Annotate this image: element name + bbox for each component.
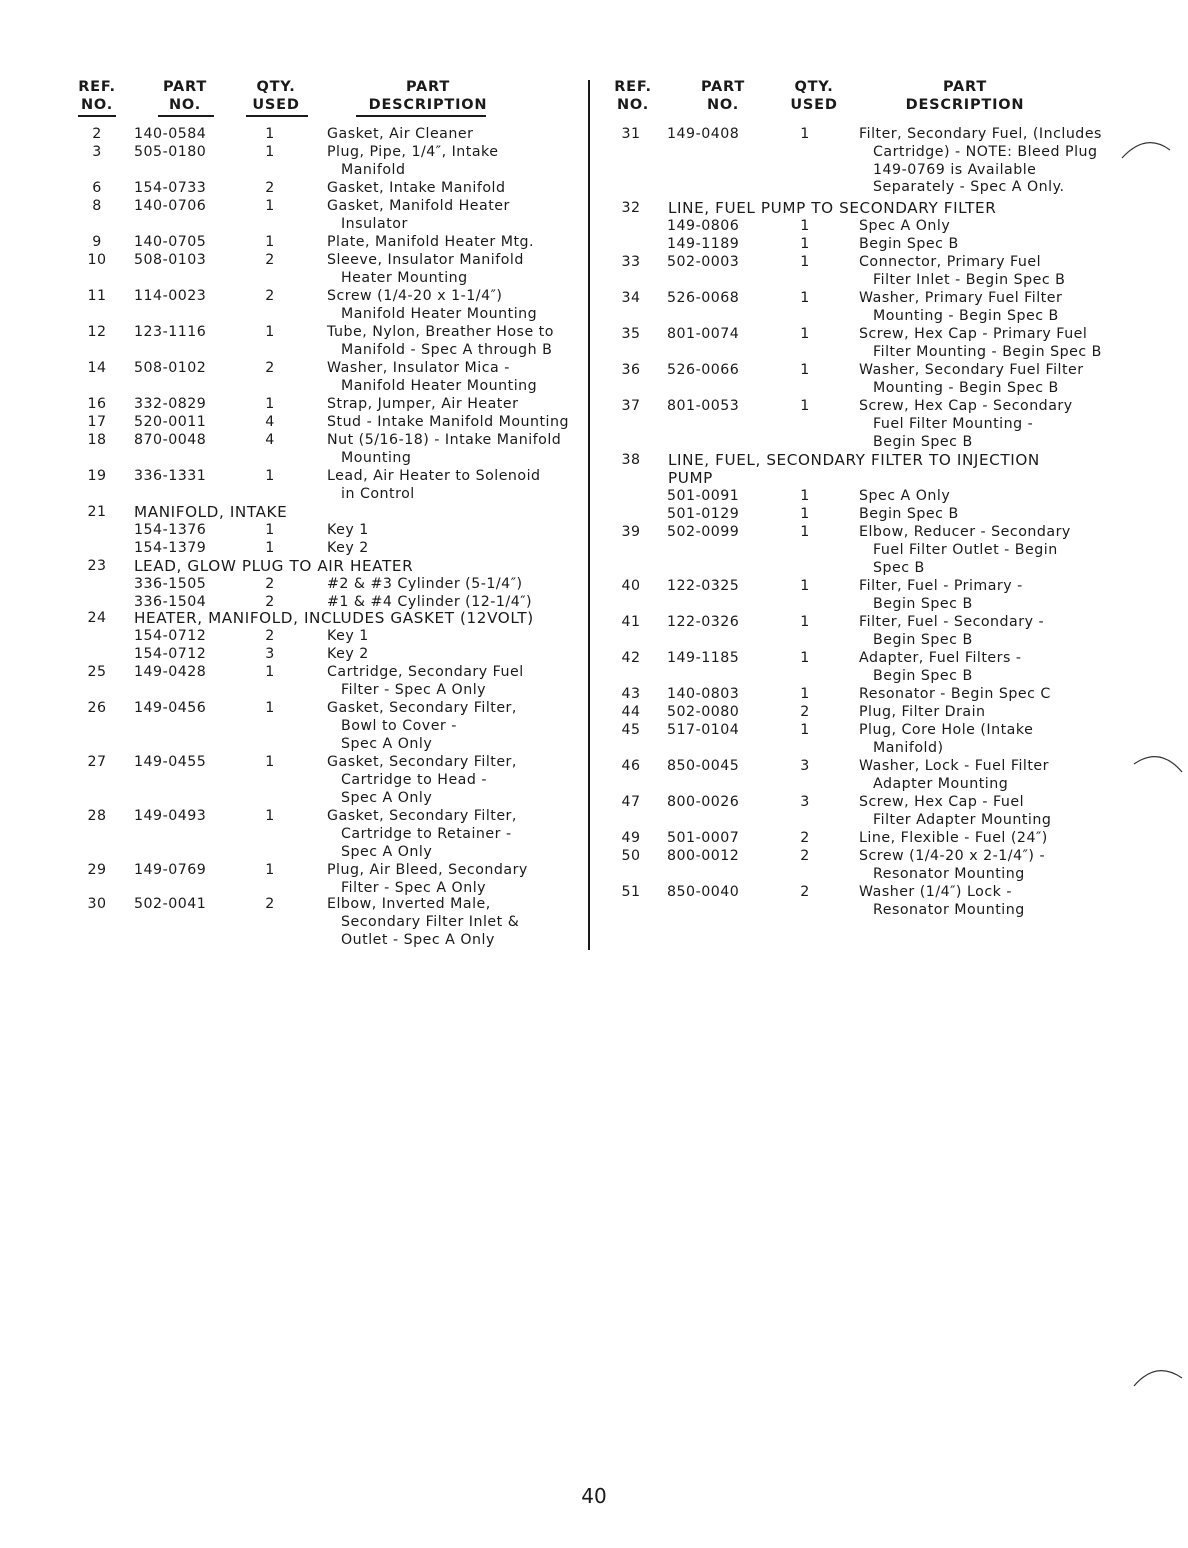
part-description-header: PART DESCRIPTION [905, 79, 1025, 113]
part-description: Plug, Core Hole (Intake Manifold) [859, 722, 1034, 756]
quantity-used: 1 [800, 722, 810, 738]
ref-number: 10 [87, 252, 107, 268]
ref-number: 43 [621, 686, 641, 702]
part-number: 526-0066 [667, 362, 740, 378]
right-parts-column [612, 78, 1132, 920]
part-number: 154-0712 [134, 628, 207, 644]
ref-number: 26 [87, 700, 107, 716]
part-number: 332-0829 [134, 396, 207, 412]
part-number: 520-0011 [134, 414, 207, 430]
ref-number: 38 [621, 452, 641, 468]
quantity-used: 1 [800, 614, 810, 630]
quantity-used: 4 [265, 414, 275, 430]
ref-number: 6 [92, 180, 102, 196]
quantity-used: 1 [265, 396, 275, 412]
ref-number: 28 [87, 808, 107, 824]
quantity-used: 1 [265, 468, 275, 484]
ref-number: 14 [87, 360, 107, 376]
part-description: Tube, Nylon, Breather Hose to Manifold - Spec A through B [327, 324, 554, 358]
ref-number: 50 [621, 848, 641, 864]
part-number: 149-0456 [134, 700, 207, 716]
part-number: 850-0040 [667, 884, 740, 900]
part-description: Gasket, Secondary Filter, Bowl to Cover - Spec A Only [327, 700, 517, 752]
assembly-heading: LEAD, GLOW PLUG TO AIR HEATER [134, 557, 414, 575]
quantity-used: 2 [265, 576, 275, 592]
part-description-header: PART DESCRIPTION [368, 79, 488, 113]
part-description: Screw, Hex Cap - Fuel Filter Adapter Mounting [859, 794, 1052, 828]
part-number: 517-0104 [667, 722, 740, 738]
quantity-used: 2 [265, 360, 275, 376]
binder-hole-arc [1130, 1358, 1186, 1394]
quantity-used: 2 [800, 884, 810, 900]
part-description: Key 1 [327, 522, 369, 538]
part-number: 154-1376 [134, 522, 207, 538]
part-description: Washer (1/4″) Lock - Resonator Mounting [859, 884, 1025, 918]
part-description: Plate, Manifold Heater Mtg. [327, 234, 535, 250]
part-description: Gasket, Intake Manifold [327, 180, 506, 196]
part-description: Plug, Pipe, 1/4″, Intake Manifold [327, 144, 499, 178]
part-number: 149-0806 [667, 218, 740, 234]
part-number: 502-0099 [667, 524, 740, 540]
ref-number: 47 [621, 794, 641, 810]
quantity-used: 2 [265, 896, 275, 912]
quantity-used: 4 [265, 432, 275, 448]
ref-number: 9 [92, 234, 102, 250]
part-number: 850-0045 [667, 758, 740, 774]
ref-number: 3 [92, 144, 102, 160]
part-number: 801-0074 [667, 326, 740, 342]
ref-number: 34 [621, 290, 641, 306]
quantity-used: 1 [800, 686, 810, 702]
part-no-header: PART NO. [700, 79, 746, 113]
part-description: Resonator - Begin Spec C [859, 686, 1051, 702]
binder-hole-arc [1130, 744, 1186, 780]
quantity-used: 1 [265, 144, 275, 160]
left-parts-rows [78, 126, 588, 950]
assembly-heading: LINE, FUEL, SECONDARY FILTER TO INJECTION PUMP [668, 451, 1040, 487]
part-description: Plug, Filter Drain [859, 704, 986, 720]
binder-hole-arc [1118, 128, 1174, 164]
part-number: 122-0326 [667, 614, 740, 630]
part-number: 501-0007 [667, 830, 740, 846]
part-description: Key 2 [327, 646, 369, 662]
ref-number: 11 [87, 288, 107, 304]
quantity-used: 1 [800, 218, 810, 234]
part-no-header: PART NO. [162, 79, 208, 113]
ref-number: 23 [87, 558, 107, 574]
part-description: Plug, Air Bleed, Secondary Filter - Spec A Only [327, 862, 528, 896]
part-number: 140-0803 [667, 686, 740, 702]
part-number: 870-0048 [134, 432, 207, 448]
part-description: Adapter, Fuel Filters - Begin Spec B [859, 650, 1022, 684]
ref-number: 40 [621, 578, 641, 594]
quantity-used: 2 [265, 628, 275, 644]
ref-number: 18 [87, 432, 107, 448]
ref-number: 2 [92, 126, 102, 142]
part-number: 140-0705 [134, 234, 207, 250]
part-number: 336-1331 [134, 468, 207, 484]
quantity-used: 1 [800, 506, 810, 522]
part-number: 149-0493 [134, 808, 207, 824]
part-number: 123-1116 [134, 324, 207, 340]
part-description: Sleeve, Insulator Manifold Heater Mounting [327, 252, 524, 286]
part-description: Washer, Secondary Fuel Filter Mounting - Begin Spec B [859, 362, 1084, 396]
quantity-used: 1 [265, 664, 275, 680]
part-description: Lead, Air Heater to Solenoid in Control [327, 468, 541, 502]
part-description: Elbow, Reducer - Secondary Fuel Filter Outlet - Begin Spec B [859, 524, 1071, 576]
part-number: 508-0102 [134, 360, 207, 376]
part-number: 149-0428 [134, 664, 207, 680]
part-description: Gasket, Air Cleaner [327, 126, 474, 142]
qty-used-header: QTY. USED [790, 79, 838, 113]
part-description: Connector, Primary Fuel Filter Inlet - Begin Spec B [859, 254, 1066, 288]
ref-number: 16 [87, 396, 107, 412]
quantity-used: 1 [265, 754, 275, 770]
quantity-used: 1 [800, 488, 810, 504]
part-number: 336-1505 [134, 576, 207, 592]
header-underline [78, 115, 116, 117]
part-description: Elbow, Inverted Male, Secondary Filter Inlet & Outlet - Spec A Only [327, 896, 520, 948]
part-description: Screw, Hex Cap - Secondary Fuel Filter Mounting - Begin Spec B [859, 398, 1073, 450]
quantity-used: 2 [265, 594, 275, 610]
ref-number: 24 [87, 610, 107, 626]
quantity-used: 1 [265, 126, 275, 142]
part-description: Filter, Secondary Fuel, (Includes Cartridge) - NOTE: Bleed Plug 149-0769 is Available Separately - Spec A Only. [859, 126, 1102, 196]
part-description: Key 1 [327, 628, 369, 644]
header-underline [246, 115, 308, 117]
part-number: 149-0408 [667, 126, 740, 142]
header-underline [158, 115, 214, 117]
left-parts-column [78, 78, 588, 950]
part-description: #1 & #4 Cylinder (12-1/4″) [327, 594, 533, 610]
quantity-used: 1 [800, 326, 810, 342]
quantity-used: 1 [265, 862, 275, 878]
part-number: 502-0041 [134, 896, 207, 912]
part-number: 149-0455 [134, 754, 207, 770]
ref-number: 21 [87, 504, 107, 520]
ref-number: 29 [87, 862, 107, 878]
part-number: 154-0712 [134, 646, 207, 662]
part-number: 114-0023 [134, 288, 207, 304]
part-number: 149-1189 [667, 236, 740, 252]
part-description: Nut (5/16-18) - Intake Manifold Mounting [327, 432, 562, 466]
part-number: 508-0103 [134, 252, 207, 268]
part-description: Begin Spec B [859, 506, 959, 522]
ref-number: 25 [87, 664, 107, 680]
assembly-heading: LINE, FUEL PUMP TO SECONDARY FILTER [668, 199, 997, 217]
part-number: 149-0769 [134, 862, 207, 878]
part-description: Filter, Fuel - Primary - Begin Spec B [859, 578, 1023, 612]
right-parts-rows [612, 126, 1132, 920]
part-number: 801-0053 [667, 398, 740, 414]
part-number: 140-0706 [134, 198, 207, 214]
part-description: Begin Spec B [859, 236, 959, 252]
ref-number: 27 [87, 754, 107, 770]
part-description: Spec A Only [859, 218, 951, 234]
quantity-used: 1 [800, 524, 810, 540]
assembly-heading: MANIFOLD, INTAKE [134, 503, 288, 521]
quantity-used: 1 [800, 362, 810, 378]
part-description: Cartridge, Secondary Fuel Filter - Spec A Only [327, 664, 524, 698]
ref-number: 37 [621, 398, 641, 414]
part-description: Gasket, Secondary Filter, Cartridge to Retainer - Spec A Only [327, 808, 517, 860]
quantity-used: 2 [265, 180, 275, 196]
left-column-header [78, 78, 588, 120]
quantity-used: 1 [800, 578, 810, 594]
quantity-used: 1 [265, 234, 275, 250]
part-description: Gasket, Secondary Filter, Cartridge to Head - Spec A Only [327, 754, 517, 806]
part-description: Key 2 [327, 540, 369, 556]
part-number: 800-0026 [667, 794, 740, 810]
quantity-used: 1 [265, 324, 275, 340]
ref-number: 32 [621, 200, 641, 216]
part-number: 502-0003 [667, 254, 740, 270]
column-divider [588, 80, 590, 950]
quantity-used: 1 [265, 540, 275, 556]
ref-number: 30 [87, 896, 107, 912]
ref-number: 35 [621, 326, 641, 342]
quantity-used: 3 [265, 646, 275, 662]
quantity-used: 1 [800, 650, 810, 666]
ref-number: 44 [621, 704, 641, 720]
ref-number: 45 [621, 722, 641, 738]
assembly-heading: HEATER, MANIFOLD, INCLUDES GASKET (12VOLT) [134, 609, 534, 627]
quantity-used: 1 [265, 700, 275, 716]
quantity-used: 1 [265, 808, 275, 824]
ref-number: 49 [621, 830, 641, 846]
part-number: 501-0091 [667, 488, 740, 504]
quantity-used: 1 [800, 126, 810, 142]
ref-no-header: REF. NO. [614, 79, 652, 113]
quantity-used: 1 [265, 198, 275, 214]
part-number: 501-0129 [667, 506, 740, 522]
header-underline [356, 115, 486, 117]
part-description: Line, Flexible - Fuel (24″) [859, 830, 1048, 846]
quantity-used: 2 [265, 288, 275, 304]
part-description: Washer, Primary Fuel Filter Mounting - Begin Spec B [859, 290, 1063, 324]
part-description: Screw (1/4-20 x 1-1/4″) Manifold Heater Mounting [327, 288, 538, 322]
part-description: Filter, Fuel - Secondary - Begin Spec B [859, 614, 1045, 648]
quantity-used: 1 [800, 254, 810, 270]
ref-number: 42 [621, 650, 641, 666]
part-description: Washer, Insulator Mica - Manifold Heater Mounting [327, 360, 538, 394]
ref-number: 12 [87, 324, 107, 340]
part-number: 336-1504 [134, 594, 207, 610]
page-number: 40 [581, 1484, 607, 1508]
part-description: Strap, Jumper, Air Heater [327, 396, 519, 412]
ref-no-header: REF. NO. [78, 79, 116, 113]
part-description: #2 & #3 Cylinder (5-1/4″) [327, 576, 523, 592]
ref-number: 33 [621, 254, 641, 270]
part-number: 505-0180 [134, 144, 207, 160]
part-number: 502-0080 [667, 704, 740, 720]
part-number: 149-1185 [667, 650, 740, 666]
part-description: Stud - Intake Manifold Mounting [327, 414, 569, 430]
quantity-used: 1 [800, 236, 810, 252]
ref-number: 19 [87, 468, 107, 484]
quantity-used: 2 [265, 252, 275, 268]
ref-number: 8 [92, 198, 102, 214]
qty-used-header: QTY. USED [252, 79, 300, 113]
quantity-used: 2 [800, 848, 810, 864]
part-number: 526-0068 [667, 290, 740, 306]
quantity-used: 1 [800, 398, 810, 414]
ref-number: 17 [87, 414, 107, 430]
quantity-used: 2 [800, 830, 810, 846]
part-number: 140-0584 [134, 126, 207, 142]
part-number: 154-0733 [134, 180, 207, 196]
quantity-used: 1 [265, 522, 275, 538]
quantity-used: 2 [800, 704, 810, 720]
right-column-header [612, 78, 1132, 120]
part-number: 122-0325 [667, 578, 740, 594]
ref-number: 51 [621, 884, 641, 900]
ref-number: 36 [621, 362, 641, 378]
ref-number: 46 [621, 758, 641, 774]
part-number: 800-0012 [667, 848, 740, 864]
quantity-used: 3 [800, 794, 810, 810]
part-number: 154-1379 [134, 540, 207, 556]
quantity-used: 1 [800, 290, 810, 306]
part-description: Gasket, Manifold Heater Insulator [327, 198, 510, 232]
ref-number: 39 [621, 524, 641, 540]
ref-number: 31 [621, 126, 641, 142]
ref-number: 41 [621, 614, 641, 630]
part-description: Spec A Only [859, 488, 951, 504]
part-description: Screw (1/4-20 x 2-1/4″) - Resonator Mounting [859, 848, 1046, 882]
quantity-used: 3 [800, 758, 810, 774]
part-description: Washer, Lock - Fuel Filter Adapter Mounting [859, 758, 1049, 792]
part-description: Screw, Hex Cap - Primary Fuel Filter Mounting - Begin Spec B [859, 326, 1102, 360]
